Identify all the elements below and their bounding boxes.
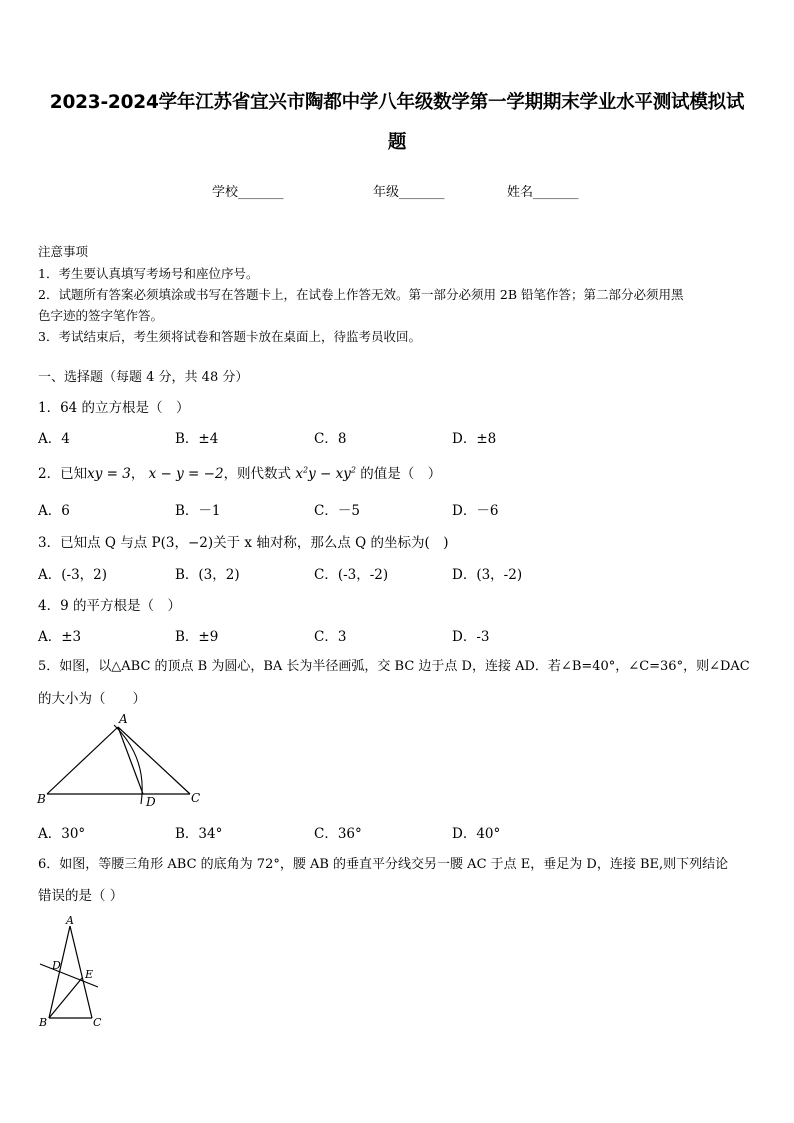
q4-option-d: D．-3 bbox=[452, 629, 490, 645]
notice-heading: 注意事项 bbox=[38, 244, 89, 259]
grade-field: 年级_______ bbox=[373, 185, 445, 200]
q1-option-b: B．±4 bbox=[175, 431, 219, 447]
q2-option-c: C．－5 bbox=[314, 503, 360, 519]
triangle-abc-figure bbox=[30, 708, 210, 813]
q2-option-b: B．－1 bbox=[175, 503, 221, 519]
q2-expr1: xy = 3 bbox=[87, 466, 131, 482]
q5-option-a: A．30° bbox=[38, 826, 86, 842]
exam-title-line2: 题 bbox=[387, 132, 407, 153]
notice-item-1: 1．考生要认真填写考场号和座位序号。 bbox=[38, 266, 259, 281]
question-6-stem-line2: 错误的是（ ） bbox=[38, 888, 124, 904]
label-c: C bbox=[93, 1016, 102, 1029]
segment-ac bbox=[118, 727, 190, 794]
q2-stem-a: 2．已知 bbox=[38, 466, 88, 482]
question-2-stem bbox=[38, 462, 441, 482]
label-e: E bbox=[85, 968, 94, 981]
segment-ba bbox=[47, 727, 118, 794]
label-b: B bbox=[39, 1016, 48, 1029]
label-d: D bbox=[146, 795, 156, 809]
q3-option-a: A．(-3，2) bbox=[38, 567, 108, 583]
section-heading: 一、选择题（每题 4 分，共 48 分） bbox=[38, 370, 249, 385]
q2-option-d: D．－6 bbox=[452, 503, 499, 519]
q5-option-d: D．40° bbox=[452, 826, 501, 842]
q2-stem-b: ，则代数式 bbox=[223, 466, 292, 482]
notice-item-3: 3．考试结束后，考生须将试卷和答题卡放在桌面上，待监考员收回。 bbox=[38, 329, 421, 344]
q1-option-d: D．±8 bbox=[452, 431, 497, 447]
q3-option-c: C．(-3，-2) bbox=[314, 567, 389, 583]
question-5-stem-line2: 的大小为（ ） bbox=[38, 691, 146, 707]
q3-option-b: B．(3，2) bbox=[175, 567, 240, 583]
label-b: B bbox=[37, 792, 46, 806]
question-5-stem-line1: 5．如图，以△ABC 的顶点 B 为圆心，BA 长为半径画弧，交 BC 边于点 D，连接 AD．若∠B=40°，∠C=36°，则∠DAC bbox=[38, 659, 750, 674]
q2-expr2: x − y = −2 bbox=[148, 466, 224, 482]
segment-ad bbox=[118, 727, 143, 794]
q1-option-a: A．4 bbox=[38, 431, 70, 447]
q4-option-c: C．3 bbox=[314, 629, 347, 645]
label-a: A bbox=[66, 914, 74, 927]
label-d: D bbox=[52, 959, 61, 972]
q2-expr3: $x^2y - xy^2$ bbox=[295, 465, 356, 482]
q5-option-b: B．34° bbox=[175, 826, 223, 842]
notice-item-2: 2．试题所有答案必须填涂或书写在答题卡上，在试卷上作答无效。第一部分必须用 2B 铅笔作答；第二部分必须用黑 bbox=[38, 287, 684, 302]
question-4-stem: 4．9 的平方根是（ ） bbox=[38, 598, 181, 614]
exam-title-line1: 2023-2024学年江苏省宜兴市陶都中学八年级数学第一学期期末学业水平测试模拟试 bbox=[49, 92, 745, 113]
q2-option-a: A．6 bbox=[38, 503, 70, 519]
q4-option-b: B．±9 bbox=[175, 629, 219, 645]
isosceles-triangle-figure bbox=[32, 914, 112, 1032]
notice-item-2-cont: 色字迹的签字笔作答。 bbox=[38, 308, 164, 323]
question-3-stem: 3．已知点 Q 与点 P(3，−2)关于 x 轴对称，那么点 Q 的坐标为( ) bbox=[38, 535, 449, 551]
q2-sep: ， bbox=[130, 466, 145, 482]
question-6-stem-line1: 6．如图，等腰三角形 ABC 的底角为 72°，腰 AB 的垂直平分线交另一腰 AC 于点 E，垂足为 D，连接 BE,则下列结论 bbox=[38, 857, 729, 872]
q4-option-a: A．±3 bbox=[38, 629, 82, 645]
q1-option-c: C．8 bbox=[314, 431, 347, 447]
q5-option-c: C．36° bbox=[314, 826, 362, 842]
q2-stem-c: 的值是（ ） bbox=[360, 466, 442, 482]
q3-option-d: D．(3，-2) bbox=[452, 567, 523, 583]
label-c: C bbox=[191, 791, 201, 805]
name-field: 姓名_______ bbox=[507, 185, 579, 200]
school-field: 学校_______ bbox=[212, 185, 284, 200]
question-1-stem: 1．64 的立方根是（ ） bbox=[38, 400, 190, 416]
label-a: A bbox=[119, 712, 128, 726]
